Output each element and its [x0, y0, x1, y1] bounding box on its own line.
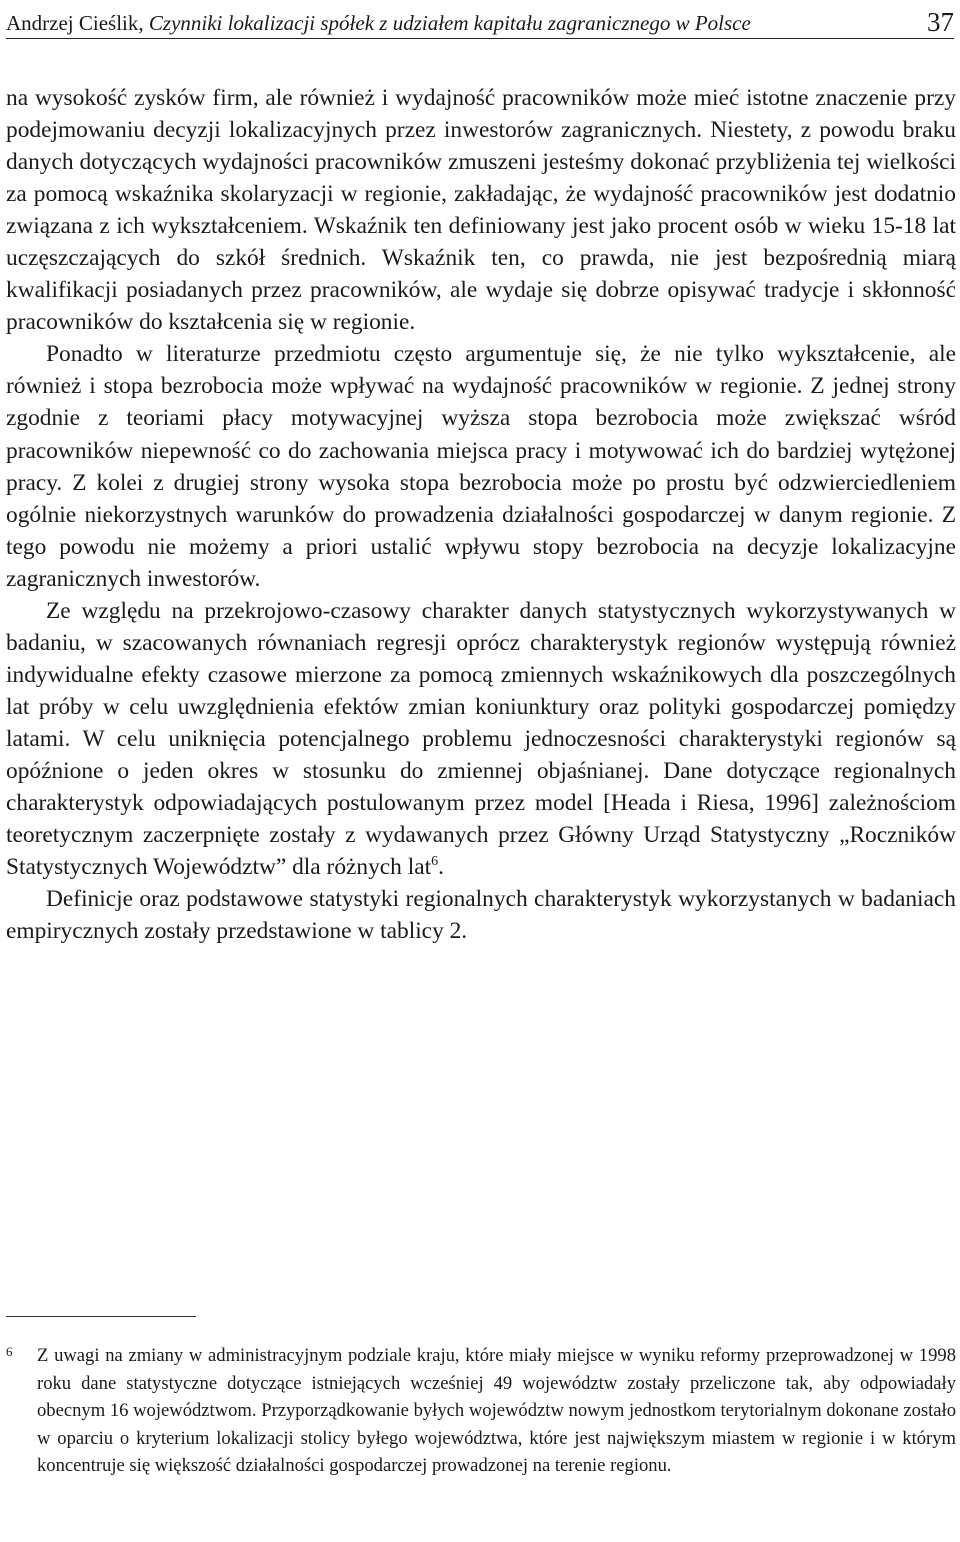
footnote-marker: 6 — [6, 1344, 13, 1359]
footnotes — [6, 1316, 956, 1480]
running-header-title — [6, 11, 751, 36]
footnote-text: Z uwagi na zmiany w administracyjnym podziale kraju, które miały miejsce w wyniku reformy przeprowadzonej w 1998 roku dane statystyczne dotyczące istniejących wcześniej 49 województw zostały przeliczone tak, aby odpowiadały obecnym 16 województwom. Przyporządkowanie byłych województw nowym jednostkom terytorialnym dokonane zostało w oparciu o kryterium lokalizacji stolicy byłego województwa, które jest największym miastem w regionie i w którym koncentruje się większość działalności gospodarczej prowadzonej na terenie regionu. — [37, 1345, 956, 1476]
paragraph-3-tail: . — [438, 854, 444, 881]
paragraph-3-text: Ze względu na przekrojowo-czasowy charakter danych statystycznych wykorzystywanych w badaniu, w szacowanych równaniach regresji oprócz charakterystyk regionów występują również indywidualne efekty czasowe mierzone za pomocą zmiennych wskaźnikowych dla poszczególnych lat próby w celu uwzględnienia efektów zmian koniunktury oraz polityki gospodarczej pomiędzy latami. W celu uniknięcia potencjalnego problemu jednoczesności charakterystyki regionów są opóźnione o jeden okres w stosunku do zmiennej objaśnianej. Dane dotyczące regionalnych charakterystyk odpowiadających postulowanym przez model [Heada i Riesa, 1996] zależnościom teoretycznym zaczerpnięte zostały z wydawanych przez Główny Urząd Statystyczny „Roczników Statystycznych Województw” dla różnych lat — [6, 597, 956, 881]
footnote-separator — [6, 1316, 196, 1317]
footnote-6 — [6, 1342, 956, 1480]
footnote-reference[interactable]: 6 — [431, 854, 439, 870]
paragraph-3 — [6, 595, 956, 883]
header-title: Czynniki lokalizacji spółek z udziałem kapitału zagranicznego w Polsce — [148, 11, 751, 35]
paragraph-1: na wysokość zysków firm, ale również i wydajność pracowników może mieć istotne znaczenie przy podejmowaniu decyzji lokalizacyjnych przez inwestorów zagranicznych. Niestety, z powodu braku danych dotyczących wydajności pracowników zmuszeni jesteśmy dokonać przybliżenia tej wielkości za pomocą wskaźnika skolaryzacji w regionie, zakładając, że wydajność pracowników jest dodatnio związana z ich wykształceniem. Wskaźnik ten definiowany jest jako procent osób w wieku 15-18 lat uczęszczających do szkół średnich. Wskaźnik ten, co prawda, nie jest bezpośrednią miarą kwalifikacji posiadanych przez pracowników, ale wydaje się dobrze opisywać tradycje i skłonność pracowników do kształcenia się w regionie. — [6, 85, 956, 336]
paragraph-2: Ponadto w literaturze przedmiotu często argumentuje się, że nie tylko wykształcenie, ale również i stopa bezrobocia może wpływać na wydajność pracowników w regionie. Z jednej strony zgodnie z teoriami płacy motywacyjnej wyższa stopa bezrobocia może zwiększać wśród pracowników niepewność co do zachowania miejsca pracy i motywować ich do bardziej wytężonej pracy. Z kolei z drugiej strony wysoka stopa bezrobocia może po prostu być odzwierciedleniem ogólnie niekorzystnych warunków do prowadzenia działalności gospodarczej w danym regionie. Z tego powodu nie możemy a priori ustalić wpływu stopy bezrobocia na decyzje lokalizacyjne zagranicznych inwestorów. — [6, 341, 956, 592]
running-header — [6, 0, 954, 39]
paragraph-4: Definicje oraz podstawowe statystyki regionalnych charakterystyk wykorzystanych w badaniach empirycznych zostały przedstawione w tablicy 2. — [6, 886, 956, 945]
page-number: 37 — [927, 7, 954, 37]
header-author: Andrzej Cieślik, — [6, 11, 149, 35]
main-text — [6, 82, 956, 947]
